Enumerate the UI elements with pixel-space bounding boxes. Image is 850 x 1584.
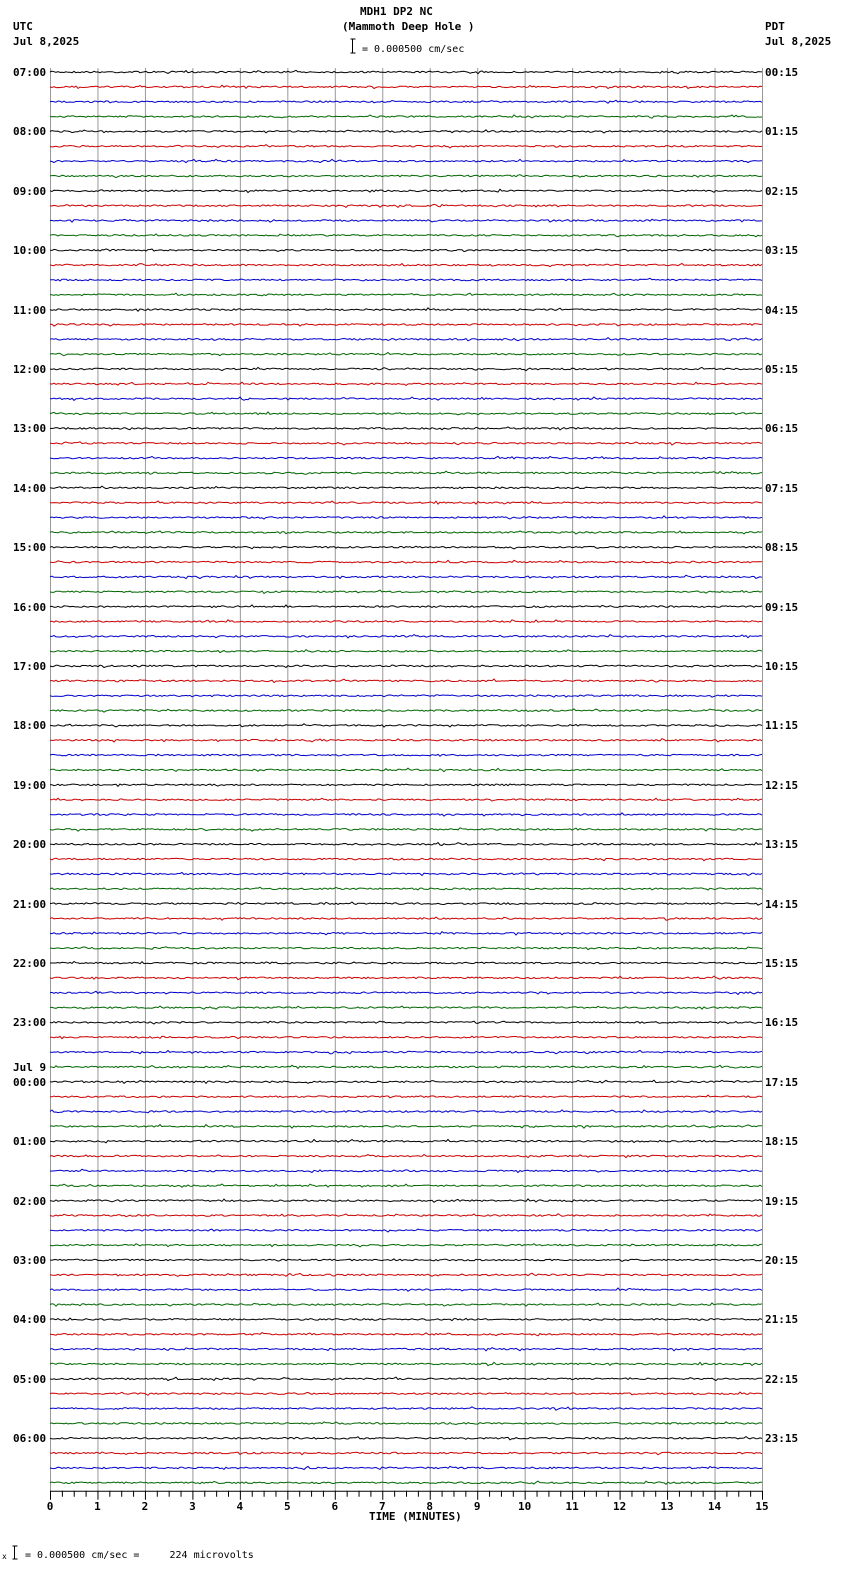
trace-line — [50, 1021, 762, 1024]
trace-line — [50, 308, 762, 311]
right-timezone: PDT — [765, 20, 785, 33]
trace-line — [50, 858, 762, 861]
left-hour-label: 01:00 — [13, 1135, 47, 1148]
trace-line — [50, 768, 762, 772]
trace-line — [50, 947, 762, 950]
trace-line — [50, 1362, 762, 1365]
right-hour-label: 11:15 — [765, 719, 799, 732]
trace-line — [50, 1392, 762, 1395]
left-hour-label: 06:00 — [13, 1432, 47, 1445]
trace-line — [50, 679, 762, 683]
left-hour-label: 07:00 — [13, 66, 47, 79]
trace-line — [50, 1273, 762, 1276]
right-hour-label: 17:15 — [765, 1076, 799, 1089]
trace-line — [50, 70, 762, 73]
trace-line — [50, 991, 762, 994]
footer-scale-text: = 0.000500 cm/sec = 224 microvolts — [25, 1550, 254, 1561]
trace-line — [50, 843, 762, 846]
trace-line — [50, 1348, 762, 1351]
trace-line — [50, 887, 762, 890]
trace-line — [50, 1036, 762, 1039]
trace-line — [50, 695, 762, 697]
trace-line — [50, 1422, 762, 1425]
trace-line — [50, 1437, 762, 1440]
right-hour-label: 07:15 — [765, 482, 799, 495]
right-hour-label: 14:15 — [765, 898, 799, 911]
left-hour-label: 02:00 — [13, 1195, 47, 1208]
trace-line — [50, 1140, 762, 1143]
trace-line — [50, 324, 762, 326]
trace-line — [50, 1184, 762, 1187]
right-hour-label: 22:15 — [765, 1373, 799, 1386]
trace-line — [50, 456, 762, 459]
trace-line — [50, 367, 762, 370]
trace-line — [50, 516, 762, 519]
left-hour-label: 09:00 — [13, 185, 47, 198]
x-tick-label: 5 — [284, 1499, 291, 1513]
trace-line — [50, 471, 762, 474]
left-hour-label: 12:00 — [13, 363, 47, 376]
x-tick-label: 9 — [473, 1499, 481, 1513]
trace-line — [50, 1125, 762, 1129]
trace-line — [50, 976, 762, 980]
trace-line — [50, 100, 762, 103]
right-hour-label: 02:15 — [765, 185, 799, 198]
trace-line — [50, 1407, 762, 1410]
right-hour-label: 03:15 — [765, 244, 799, 257]
x-tick-label: 4 — [236, 1499, 244, 1513]
left-hour-label: 19:00 — [13, 779, 47, 792]
trace-line — [50, 828, 762, 831]
trace-line — [50, 962, 762, 964]
left-hour-label: 03:00 — [13, 1254, 47, 1267]
x-tick-label: 11 — [565, 1499, 579, 1513]
trace-line — [50, 204, 762, 207]
trace-line — [50, 1050, 762, 1053]
trace-line — [50, 813, 762, 816]
trace-line — [50, 531, 762, 534]
trace-line — [50, 620, 762, 623]
trace-line — [50, 1095, 762, 1098]
left-hour-label: 05:00 — [13, 1373, 47, 1386]
trace-line — [50, 130, 762, 133]
x-axis-label: TIME (MINUTES) — [369, 1510, 462, 1523]
trace-line — [50, 560, 762, 563]
trace-line — [50, 486, 762, 489]
trace-line — [50, 145, 762, 148]
x-tick-label: 6 — [331, 1499, 339, 1513]
right-hour-label: 12:15 — [765, 779, 799, 792]
trace-line — [50, 278, 762, 281]
trace-line — [50, 234, 762, 237]
trace-line — [50, 1229, 762, 1232]
x-tick-label: 1 — [94, 1499, 101, 1513]
left-hour-label: 10:00 — [13, 244, 47, 257]
trace-line — [50, 427, 762, 430]
trace-line — [50, 1169, 762, 1172]
trace-line — [50, 1110, 762, 1113]
x-tick-label: 12 — [612, 1499, 627, 1513]
right-hour-label: 21:15 — [765, 1313, 799, 1326]
trace-line — [50, 353, 762, 356]
trace-line — [50, 1214, 762, 1217]
station-title: MDH1 DP2 NC — [360, 5, 433, 18]
trace-line — [50, 546, 762, 549]
trace-line — [50, 1377, 762, 1380]
right-date: Jul 8,2025 — [765, 35, 832, 48]
right-hour-label: 15:15 — [765, 957, 799, 970]
left-hour-label: 17:00 — [13, 660, 47, 673]
left-hour-label: 15:00 — [13, 541, 47, 554]
left-hour-label: 20:00 — [13, 838, 47, 851]
x-tick-label: 3 — [189, 1499, 196, 1513]
right-hour-label: 13:15 — [765, 838, 799, 851]
trace-line — [50, 754, 762, 756]
trace-line — [50, 1303, 762, 1306]
trace-line — [50, 1452, 762, 1455]
right-hour-label: 04:15 — [765, 304, 799, 317]
x-tick-label: 10 — [518, 1499, 532, 1513]
trace-line — [50, 873, 762, 876]
right-hour-label: 10:15 — [765, 660, 799, 673]
trace-line — [50, 1199, 762, 1202]
right-hour-label: 23:15 — [765, 1432, 799, 1445]
trace-line — [50, 1259, 762, 1262]
trace-line — [50, 397, 762, 400]
trace-line — [50, 442, 762, 445]
trace-line — [50, 175, 762, 178]
trace-line — [50, 1318, 762, 1321]
right-hour-label: 08:15 — [765, 541, 799, 554]
right-hour-label: 00:15 — [765, 66, 799, 79]
x-tick-label: 13 — [660, 1499, 674, 1513]
right-hour-label: 16:15 — [765, 1016, 799, 1029]
x-tick-label: 2 — [141, 1499, 149, 1513]
trace-line — [50, 1006, 762, 1009]
trace-line — [50, 159, 762, 162]
left-hour-label: 21:00 — [13, 898, 47, 911]
x-tick-label: 0 — [46, 1499, 54, 1513]
trace-line — [50, 724, 762, 727]
left-hour-label: 11:00 — [13, 304, 47, 317]
left-hour-label: 18:00 — [13, 719, 47, 732]
trace-line — [50, 590, 762, 593]
left-date: Jul 8,2025 — [13, 35, 80, 48]
trace-line — [50, 605, 762, 608]
x-tick-label: 14 — [707, 1499, 722, 1513]
minute-grid — [51, 68, 763, 1491]
x-tick-label: 7 — [378, 1499, 386, 1513]
trace-group — [50, 70, 762, 1484]
trace-line — [50, 293, 762, 296]
trace-line — [50, 739, 762, 742]
left-hour-label: 13:00 — [13, 422, 47, 435]
trace-line — [50, 784, 762, 786]
header-scale-text: = 0.000500 cm/sec — [362, 44, 465, 55]
right-hour-label: 20:15 — [765, 1254, 799, 1267]
trace-line — [50, 219, 762, 222]
left-hour-label: 08:00 — [13, 125, 47, 138]
date-change-label: Jul 9 — [13, 1061, 47, 1074]
trace-line — [50, 189, 762, 192]
trace-line — [50, 382, 762, 385]
right-hour-label: 09:15 — [765, 601, 799, 614]
trace-line — [50, 917, 762, 920]
right-hour-label: 05:15 — [765, 363, 799, 376]
x-tick-label: 15 — [755, 1499, 769, 1513]
trace-line — [50, 798, 762, 801]
x-tick-label: 8 — [426, 1499, 434, 1513]
trace-line — [50, 1065, 762, 1068]
right-hour-label: 01:15 — [765, 125, 799, 138]
footer-scale-prefix: x — [2, 1552, 7, 1561]
trace-line — [50, 665, 762, 668]
right-hour-label: 18:15 — [765, 1135, 799, 1148]
trace-line — [50, 709, 762, 712]
trace-line — [50, 1080, 762, 1083]
trace-line — [50, 1155, 762, 1158]
trace-line — [50, 1244, 762, 1247]
trace-line — [50, 501, 762, 504]
trace-line — [50, 1333, 762, 1336]
trace-line — [50, 635, 762, 638]
trace-line — [50, 249, 762, 252]
left-hour-label: 23:00 — [13, 1016, 47, 1029]
station-location: (Mammoth Deep Hole ) — [342, 20, 475, 33]
right-hour-label: 06:15 — [765, 422, 799, 435]
trace-line — [50, 1481, 762, 1484]
trace-line — [50, 650, 762, 653]
trace-line — [50, 575, 762, 578]
trace-line — [50, 902, 762, 905]
left-hour-label: 00:00 — [13, 1076, 47, 1089]
left-hour-label: 16:00 — [13, 601, 47, 614]
trace-line — [50, 1466, 762, 1469]
left-timezone: UTC — [13, 20, 33, 33]
trace-line — [50, 264, 762, 267]
trace-line — [50, 338, 762, 341]
trace-line — [50, 115, 762, 118]
trace-line — [50, 412, 762, 415]
trace-line — [50, 1288, 762, 1291]
left-hour-label: 22:00 — [13, 957, 47, 970]
left-hour-label: 14:00 — [13, 482, 47, 495]
trace-line — [50, 932, 762, 935]
trace-line — [50, 85, 762, 88]
left-hour-label: 04:00 — [13, 1313, 47, 1326]
right-hour-label: 19:15 — [765, 1195, 799, 1208]
